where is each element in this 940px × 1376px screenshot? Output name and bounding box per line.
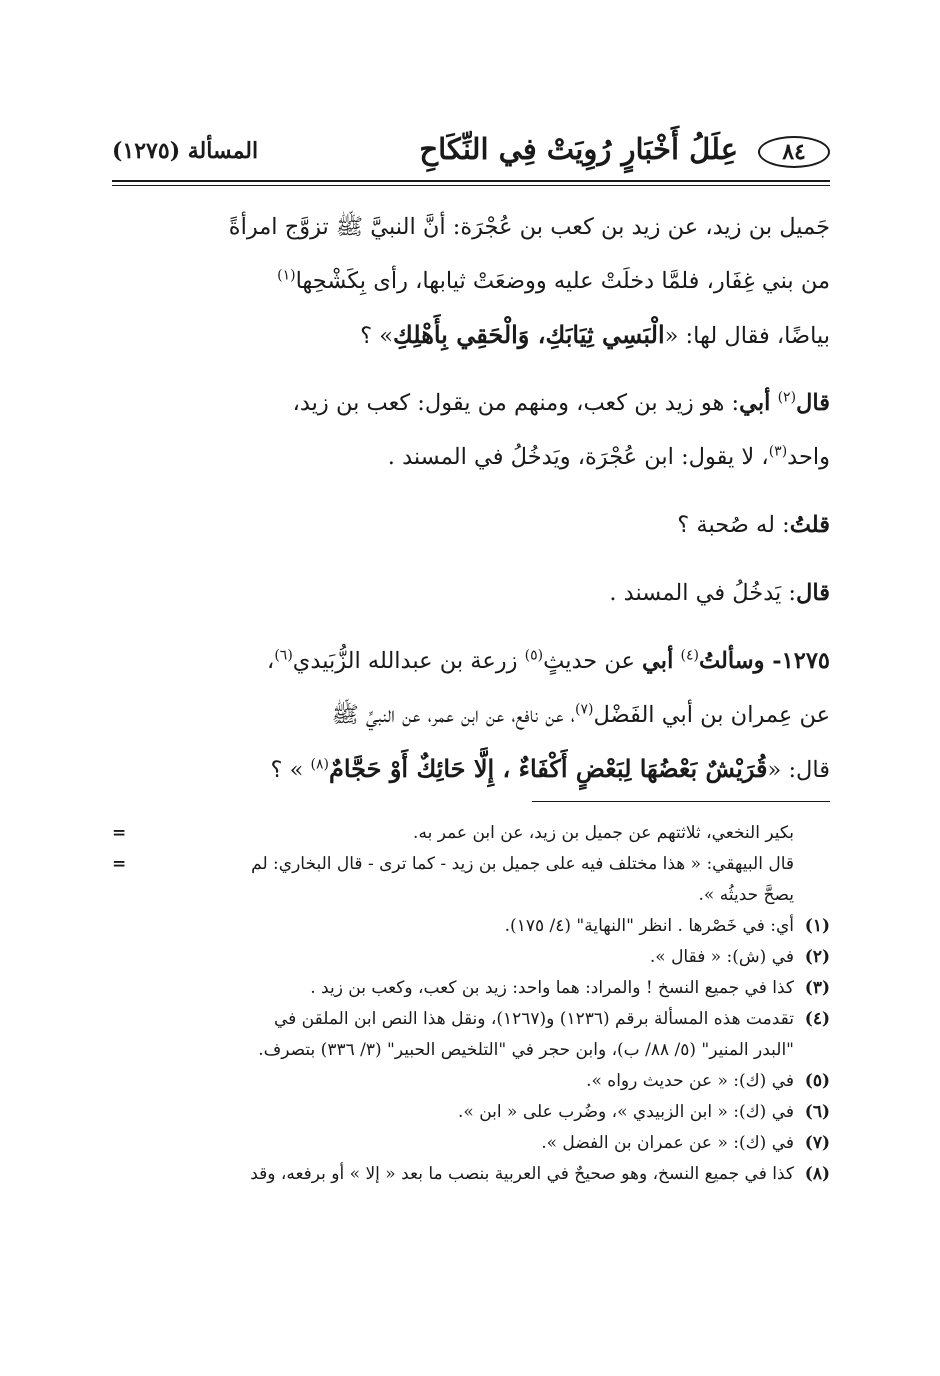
issue-label: المسألة (١٢٧٥) <box>112 138 259 164</box>
footnote-ref: (٣) <box>768 443 788 460</box>
line-text: : هو زيد بن كعب، ومنهم من يقول: كعب بن زيد، <box>292 390 740 416</box>
footnote-ref: (٥) <box>524 647 544 664</box>
line-text: : له صُحبة ؟ <box>677 512 790 538</box>
continuation-mark: = <box>112 823 127 843</box>
text-line <box>112 200 830 254</box>
footnote-continuation <box>112 849 830 880</box>
footnote-ref: (٨) <box>310 756 329 773</box>
footnote <box>112 1066 830 1097</box>
text-line <box>112 254 830 308</box>
footnote-ref: (٢) <box>777 389 797 406</box>
footnote-marker: (٤) <box>804 1009 830 1029</box>
footnote-marker: (١) <box>804 916 830 936</box>
continuation-mark: = <box>112 854 127 874</box>
footnote-marker: (٧) <box>804 1133 830 1153</box>
footnote-ref: (٤) <box>680 647 699 664</box>
text-line <box>112 498 830 552</box>
footnote <box>112 973 830 1004</box>
footnote <box>112 1004 830 1035</box>
footnote-marker: (٨) <box>804 1164 830 1184</box>
text-line <box>112 308 830 362</box>
footnote-text: أي: في خَصْرها . انظر "النهاية" (٤/ ١٧٥). <box>504 916 794 936</box>
speaker-label: قال <box>796 580 830 606</box>
line-text: زرعة بن عبدالله الزُّبَيدي <box>292 648 525 674</box>
line-text: من بني غِفَار، فلمَّا دخلَتْ عليه ووضعَتْ ثيابها، رأى بِكَشْحِها <box>295 268 830 294</box>
issue-number: ١٢٧٥- وسألتُ <box>698 648 830 674</box>
footnote <box>112 1159 830 1190</box>
footnote <box>112 911 830 942</box>
footnote-continuation <box>112 818 830 849</box>
speaker-label: قلتُ <box>789 512 830 538</box>
footnotes <box>112 818 830 1190</box>
footnote-text: بكير النخعي، ثلاثتهم عن جميل بن زيد، عن ابن عمر به. <box>413 823 794 843</box>
text-line <box>112 688 830 742</box>
speaker-name: أبي <box>739 390 771 416</box>
line-text: عن عِمران بن أبي الفَضْل <box>593 702 830 728</box>
running-header <box>112 130 830 180</box>
footnote-text: في (ك): « عن عمران بن الفضل ». <box>541 1133 794 1153</box>
footnote <box>112 1128 830 1159</box>
line-text: » ؟ <box>270 757 311 783</box>
line-text: ، عن نافع، عن ابن عمر، عن النبيِّ ﷺ <box>331 702 576 728</box>
footnote-ref: (١) <box>277 267 296 284</box>
footnote-text: في (ك): « عن حديث رواه ». <box>586 1071 794 1091</box>
footnote-text: يصحَّ حديثُه ». <box>698 885 794 905</box>
text-line <box>112 376 830 430</box>
main-text <box>112 200 830 796</box>
footnote <box>112 1035 830 1066</box>
footnote <box>112 942 830 973</box>
footnote-rule <box>532 801 830 802</box>
speaker-name: أبي <box>642 648 674 674</box>
footnote-text: كذا في جميع النسخ، وهو صحيحٌ في العربية بنصب ما بعد « إلا » أو برفعه، وقد <box>250 1164 794 1184</box>
text-line <box>112 742 830 796</box>
line-text: عن حديثٍ <box>543 648 643 674</box>
footnote-marker: (٢) <box>804 947 830 967</box>
footnote-text: في (ك): « ابن الزبيدي »، وضُرب على « ابن ». <box>458 1102 794 1122</box>
footnote-marker: (٥) <box>804 1071 830 1091</box>
footnote-marker: (٦) <box>804 1102 830 1122</box>
text-line <box>112 430 830 484</box>
footnote-ref: (٧) <box>575 701 594 718</box>
speaker-label: قال <box>796 390 830 416</box>
footnote-continuation <box>112 880 830 911</box>
page-number: ٨٤ <box>758 136 830 168</box>
header-rule <box>112 180 830 186</box>
line-text: » ؟ <box>360 323 394 349</box>
text-line <box>112 634 830 688</box>
hadith-quote: قُرَيْشٌ بَعْضُهَا لِبَعْضٍ أَكْفَاءٌ ، إِلَّا حَائِكٌ أَوْ حَجَّامٌ <box>328 754 768 783</box>
line-text: بياضًا، فقال لها: « <box>664 323 830 349</box>
line-text: ، <box>267 648 275 674</box>
line-text: جَميل بن زيد، عن زيد بن كعب بن عُجْرَة: أنَّ النبيَّ ﷺ تزوَّج امرأةً <box>228 214 830 240</box>
footnote-text: كذا في جميع النسخ ! والمراد: هما واحد: زيد بن كعب، وكعب بن زيد . <box>310 978 794 998</box>
line-text: ، لا يقول: ابن عُجْرَة، ويَدخُلُ في المسند . <box>387 444 769 470</box>
book-title: عِلَلُ أَخْبَارٍ رُوِيَتْ فِي النِّكَاحِ <box>419 132 738 166</box>
line-text: : يَدخُلُ في المسند . <box>609 580 797 606</box>
text-line <box>112 566 830 620</box>
footnote-text: "البدر المنير" (٥/ ٨٨/ ب)، وابن حجر في "التلخيص الحبير" (٣/ ٣٣٦) بتصرف. <box>258 1040 794 1060</box>
hadith-quote: الْبَسِي ثِيَابَكِ، وَالْحَقِي بِأَهْلِكِ <box>393 320 665 349</box>
line-text: واحد <box>787 444 830 470</box>
footnote-ref: (٦) <box>274 647 293 664</box>
footnote-marker: (٣) <box>804 978 830 998</box>
footnote-text: قال البيهقي: « هذا مختلف فيه على جميل بن زيد - كما ترى - قال البخاري: لم <box>251 854 794 874</box>
footnote-text: تقدمت هذه المسألة برقم (١٢٣٦) و(١٢٦٧)، ونقل هذا النص ابن الملقن في <box>273 1009 794 1029</box>
footnote-text: في (ش): « فقال ». <box>649 947 794 967</box>
line-text: قال: « <box>767 757 830 783</box>
footnote <box>112 1097 830 1128</box>
